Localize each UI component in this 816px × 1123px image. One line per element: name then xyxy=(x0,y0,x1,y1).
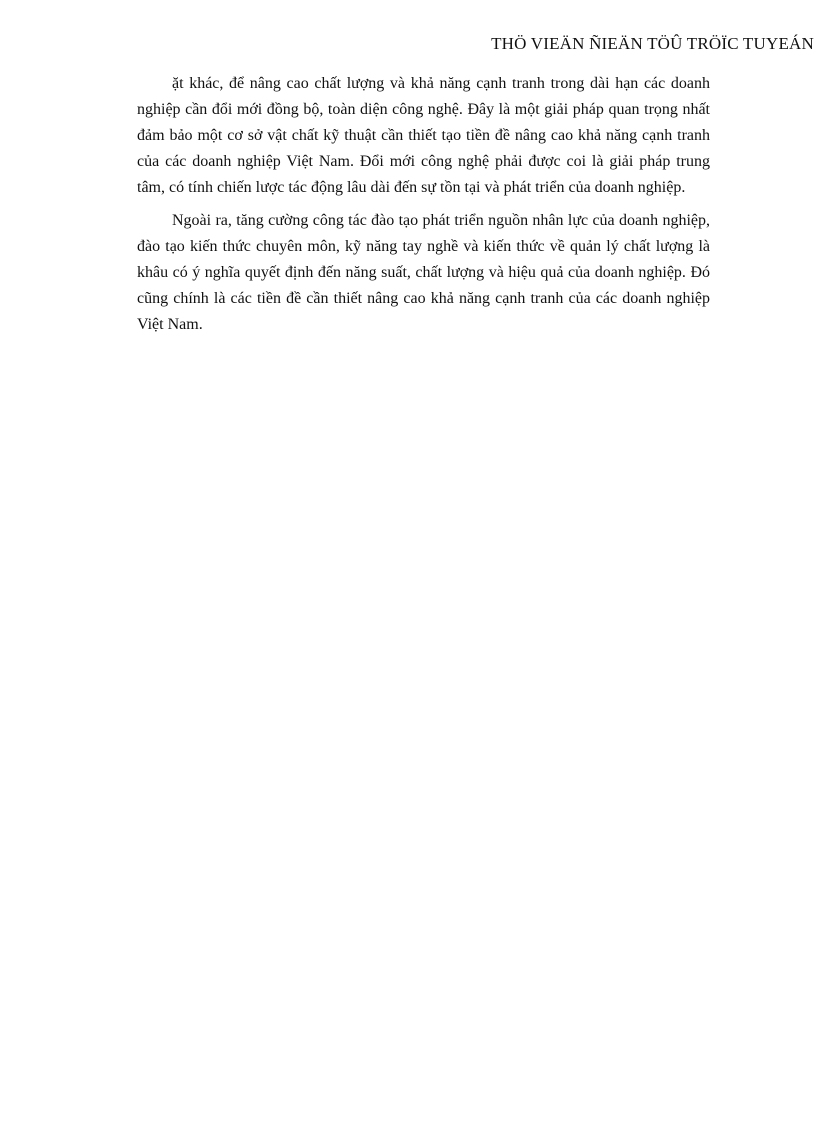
header-title: THÖ VIEÄN ÑIEÄN TÖÛ TRÖÏC TUYEÁN xyxy=(491,34,814,53)
paragraph-2: Ngoài ra, tăng cường công tác đào tạo phát triển nguồn nhân lực của doanh nghiệp, đào tạo kiến thức chuyên môn, kỹ năng tay nghề và kiến thức về quản lý chất lượng là khâu có ý nghĩa quyết định đến năng suất, chất lượng và hiệu quả của doanh nghiệp. Đó cũng chính là các tiền đề cần thiết nâng cao khả năng cạnh tranh của các doanh nghiệp Việt Nam. xyxy=(137,212,710,333)
page-header xyxy=(0,34,816,54)
paragraph-1: ặt khác, để nâng cao chất lượng và khả năng cạnh tranh trong dài hạn các doanh nghiệp cần đổi mới đồng bộ, toàn diện công nghệ. Đây là một giải pháp quan trọng nhất đảm bảo một cơ sở vật chất kỹ thuật cần thiết tạo tiền đề nâng cao khả năng cạnh tranh của các doanh nghiệp Việt Nam. Đổi mới công nghệ phải được coi là giải pháp trung tâm, có tính chiến lược tác động lâu dài đến sự tồn tại và phát triển của doanh nghiệp. xyxy=(137,75,710,196)
document-body xyxy=(137,71,710,338)
